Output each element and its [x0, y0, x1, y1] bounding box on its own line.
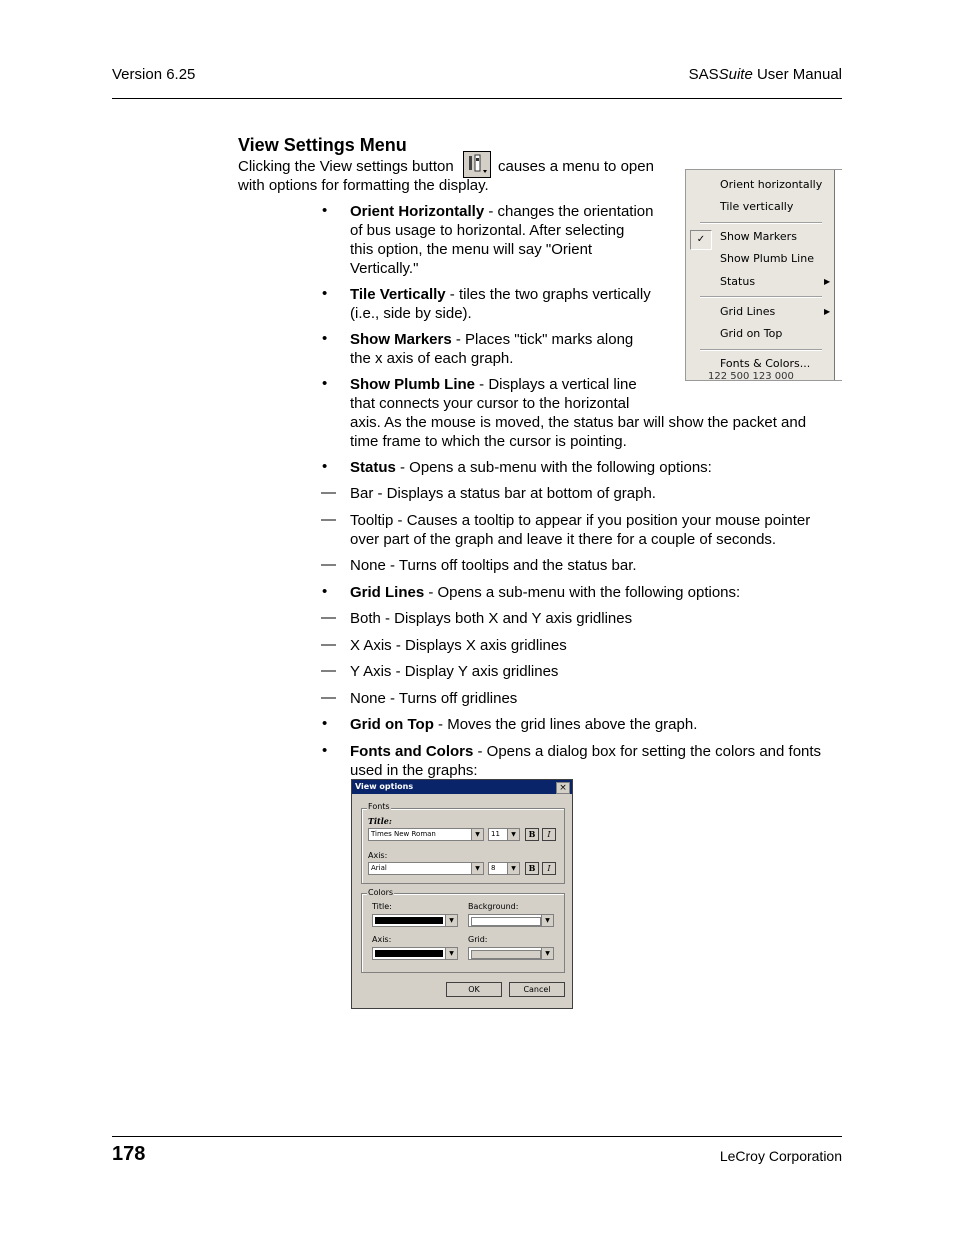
dash: — — [321, 484, 336, 501]
gridtop-text: - Moves the grid lines above the graph. — [433, 716, 698, 733]
color-axis-label: Axis: — [372, 935, 392, 944]
grid-color-select[interactable] — [468, 947, 554, 960]
menu-item-grid-lines[interactable]: Grid Lines — [720, 305, 776, 318]
menu-item-status[interactable]: Status — [720, 275, 756, 288]
dash: — — [321, 689, 336, 706]
cancel-button[interactable]: Cancel — [509, 982, 565, 997]
axis-bold-button[interactable]: B — [525, 862, 539, 875]
axis-font-label: Axis: — [368, 851, 388, 860]
header-version: Version 6.25 — [112, 66, 196, 83]
list-item-grid — [350, 583, 740, 602]
axis-color-select[interactable] — [372, 947, 458, 960]
graph-edge — [834, 170, 843, 380]
bullet: • — [322, 715, 328, 732]
color-background-label: Background: — [468, 902, 519, 911]
axis-italic-button[interactable]: I — [542, 862, 556, 875]
markers-text: - Places "tick" marks along — [451, 331, 634, 348]
intro-line1b: causes a menu to open — [498, 158, 654, 175]
menu-item-tile-vertically[interactable]: Tile vertically — [720, 200, 794, 213]
chevron-down-icon: ▼ — [507, 829, 519, 840]
bullet: • — [322, 202, 328, 219]
footer-rule — [112, 1136, 842, 1137]
list-item-orient — [350, 202, 670, 278]
orient-text: - changes the orientation — [484, 203, 654, 220]
color-grid-label: Grid: — [468, 935, 488, 944]
ok-button[interactable]: OK — [446, 982, 502, 997]
dash: — — [321, 609, 336, 626]
sub-item-grid-x: X Axis - Displays X axis gridlines — [350, 637, 567, 654]
menu-item-grid-on-top[interactable]: Grid on Top — [720, 327, 783, 340]
sub-item-status-bar: Bar - Displays a status bar at bottom of graph. — [350, 485, 656, 502]
bullet: • — [322, 742, 328, 759]
title-size-select[interactable] — [488, 828, 520, 841]
chevron-down-icon: ▼ — [471, 863, 483, 874]
axis-size-select[interactable] — [488, 862, 520, 875]
grid-bold: Grid Lines — [350, 584, 425, 601]
bullet: • — [322, 583, 328, 600]
sub-item-grid-none: None - Turns off gridlines — [350, 690, 518, 707]
list-item-plumb — [350, 375, 840, 451]
grid-color-swatch — [471, 950, 541, 959]
page-number: 178 — [112, 1143, 146, 1165]
tile-text: (i.e., side by side). — [350, 305, 472, 322]
tooltip-text: Tooltip - Causes a tooltip to appear if you position your mouse pointer — [350, 512, 811, 529]
grid-text: - Opens a sub-menu with the following options: — [424, 584, 741, 601]
menu-separator — [700, 349, 822, 351]
orient-text: Vertically." — [350, 260, 419, 277]
dash: — — [321, 636, 336, 653]
manual-prefix: SAS — [688, 66, 719, 83]
plumb-text: time frame to which the cursor is pointing. — [350, 433, 627, 450]
menu-separator — [700, 222, 822, 224]
dash: — — [321, 511, 336, 528]
plumb-text: - Displays a vertical line — [475, 376, 637, 393]
sub-item-grid-both: Both - Displays both X and Y axis gridlines — [350, 610, 633, 627]
chevron-down-icon: ▼ — [445, 915, 457, 926]
background-color-select[interactable] — [468, 914, 554, 927]
menu-item-show-markers[interactable]: Show Markers — [720, 230, 797, 243]
sub-item-status-none: None - Turns off tooltips and the status bar. — [350, 557, 637, 574]
list-item-fonts — [350, 742, 845, 780]
plumb-text: that connects your cursor to the horizontal — [350, 395, 630, 412]
bullet: • — [322, 285, 328, 302]
title-color-swatch — [375, 917, 443, 924]
fonts-group-label: Fonts — [368, 802, 390, 811]
fonts-text: used in the graphs: — [350, 762, 478, 779]
background-color-swatch — [471, 917, 541, 926]
axis-font-value: Arial — [371, 864, 387, 872]
manual-suffix: User Manual — [752, 66, 842, 83]
tooltip-text: over part of the graph and leave it there for a couple of seconds. — [350, 531, 777, 548]
title-font-label: Title: — [368, 816, 392, 826]
tile-text: - tiles the two graphs vertically — [445, 286, 651, 303]
header-manual-title — [689, 66, 842, 83]
sub-item-grid-y: Y Axis - Display Y axis gridlines — [350, 663, 559, 680]
orient-text: this option, the menu will say "Orient — [350, 241, 593, 258]
plumb-bold: Show Plumb Line — [350, 376, 476, 393]
title-italic-button[interactable]: I — [542, 828, 556, 841]
dash: — — [321, 556, 336, 573]
orient-bold: Orient Horizontally — [350, 203, 485, 220]
gridtop-bold: Grid on Top — [350, 716, 434, 733]
list-item-grid-top — [350, 715, 697, 734]
dialog-titlebar — [352, 780, 572, 794]
fonts-text: - Opens a dialog box for setting the colors and fonts — [473, 743, 822, 760]
orient-text: of bus usage to horizontal. After selecting — [350, 222, 625, 239]
markers-text: the x axis of each graph. — [350, 350, 514, 367]
footer-company: LeCroy Corporation — [719, 1148, 842, 1164]
list-item-tile — [350, 285, 670, 323]
axis-values-peek: 122 500 123 000 — [708, 371, 794, 382]
list-item-status — [350, 458, 712, 477]
dash: — — [321, 662, 336, 679]
bullet: • — [322, 330, 328, 347]
chevron-down-icon: ▼ — [471, 829, 483, 840]
color-title-label: Title: — [372, 902, 392, 911]
colors-group-label: Colors — [368, 888, 394, 897]
check-icon: ✓ — [690, 230, 712, 250]
dialog-title: View options — [355, 782, 414, 791]
submenu-arrow-icon: ▶ — [824, 277, 831, 286]
menu-item-orient-horizontally[interactable]: Orient horizontally — [720, 178, 823, 191]
status-text: - Opens a sub-menu with the following options: — [395, 459, 712, 476]
chevron-down-icon: ▼ — [445, 948, 457, 959]
markers-bold: Show Markers — [350, 331, 452, 348]
menu-item-show-plumb-line[interactable]: Show Plumb Line — [720, 252, 814, 265]
axis-color-swatch — [375, 950, 443, 957]
section-title: View Settings Menu — [238, 135, 407, 155]
intro-line1a: Clicking the View settings button — [238, 158, 454, 175]
title-size-value: 11 — [491, 830, 500, 838]
fonts-bold: Fonts and Colors — [350, 743, 474, 760]
chevron-down-icon: ▼ — [541, 948, 553, 959]
chevron-down-icon: ▼ — [507, 863, 519, 874]
view-settings-context-menu — [685, 169, 842, 381]
list-item-markers — [350, 330, 670, 368]
header-rule — [112, 98, 842, 99]
plumb-text: axis. As the mouse is moved, the status bar will show the packet and — [350, 414, 807, 431]
manual-italic: Suite — [718, 66, 753, 83]
bullet: • — [322, 458, 328, 475]
menu-item-fonts-colors[interactable]: Fonts & Colors... — [720, 357, 811, 370]
axis-size-value: 8 — [491, 864, 496, 872]
status-bold: Status — [350, 459, 396, 476]
axis-font-select[interactable] — [368, 862, 484, 875]
view-settings-button-icon — [463, 151, 491, 178]
close-icon[interactable]: × — [556, 782, 570, 794]
title-color-select[interactable] — [372, 914, 458, 927]
title-font-select[interactable] — [368, 828, 484, 841]
bullet: • — [322, 375, 328, 392]
sub-item-status-tooltip — [350, 511, 840, 549]
view-options-dialog — [351, 779, 573, 1009]
title-font-value: Times New Roman — [371, 830, 436, 838]
submenu-arrow-icon: ▶ — [824, 307, 831, 316]
chevron-down-icon: ▼ — [541, 915, 553, 926]
tile-bold: Tile Vertically — [350, 286, 446, 303]
intro-line2: with options for formatting the display. — [238, 177, 489, 194]
menu-separator — [700, 296, 822, 298]
title-bold-button[interactable]: B — [525, 828, 539, 841]
